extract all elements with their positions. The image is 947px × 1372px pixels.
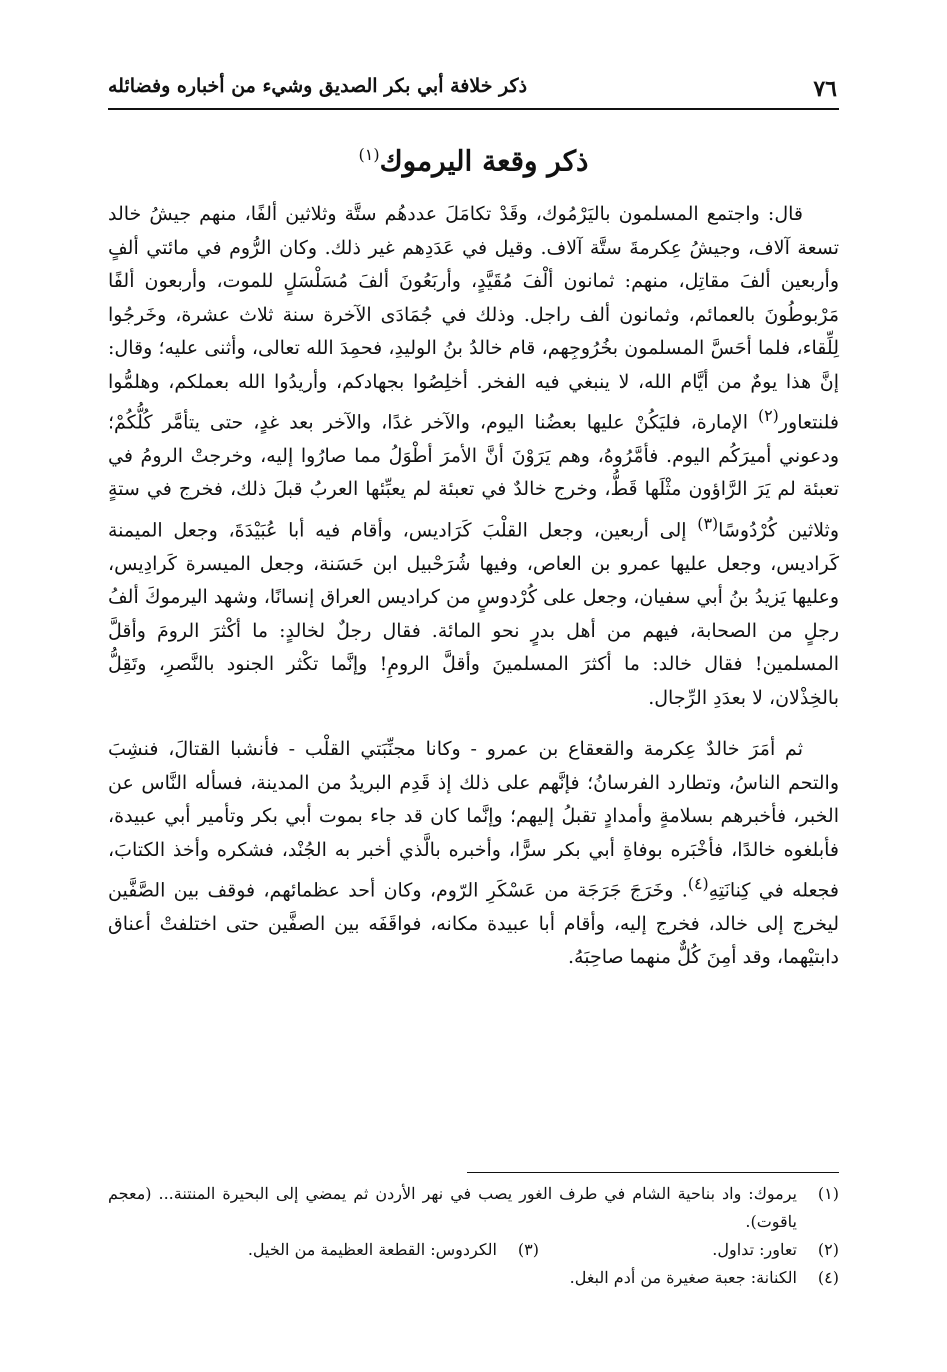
paragraph-1-part-b: الإمارة، فليَكُنْ عليها بعضُنا اليوم، والآخر غدًا، والآخر بعد غدٍ، حتى يتأمَّر كُلُّكُمْ؛ ودعوني أميرَكُم اليوم. فأمَّرُوهُ، وهم يَرَوْنَ أنَّ الأمرَ أطْوَلُ مما صارُوا إليه، وخرجتْ الرومُ في تعبئة لم يَرَ الرَّاؤون مثْلَها قَطُّ، وخرج خالدٌ في تعبئة لم يعبِّئها العربُ قبلَ ذلك، فخرج في ستةٍ وثلاثين كُرْدُوسًا xyxy=(108,411,839,542)
footnote-text: تعاور: تداول. xyxy=(712,1240,797,1259)
footnote-number: (١) xyxy=(817,1184,839,1203)
footnote-row-2-3 xyxy=(108,1236,839,1264)
paragraph-1 xyxy=(108,198,839,715)
paragraph-1-part-c: إلى أربعين، وجعل القلْبَ كَرَاديس، وأقام فيه أبا عُبَيْدَةَ، وجعل الميمنة كَراديس، وجعل عليها عمرو بن العاص، وفيها شُرَحْبيل ابن حَسَنة، وجعل الميسرة كَرادِيس، وعليها يَزيدُ بنُ أبي سفيان، وجعل على كُرْدوسٍ من كراديس العراق إنسانًا، وشهد اليرموكَ ألفُ رجلٍ من الصحابة، فيهم من أهل بدرٍ نحو المائة. فقال رجلٌ لخالدٍ: ما أكْثرَ الرومَ وأقلَّ المسلمين! فقال خالد: ما أكثرَ المسلمينَ وأقلَّ الرومِ! وإنَّما تكْثر الجنود بالنَّصرِ، وتَقِلُّ بالخِذْلان، لا بعدَدِ الرِّجال. xyxy=(108,519,839,709)
chapter-title-text: ذكر وقعة اليرموك xyxy=(379,144,589,178)
footnote-number: (٢) xyxy=(817,1240,839,1259)
footnotes xyxy=(108,1180,839,1292)
chapter-footnote-ref: (١) xyxy=(358,145,380,164)
paragraph-2-part-a: ثم أمَرَ خالدٌ عِكرمة والقعقاع بن عمرو - وكانا مجنِّبَتي القلْب - فأنشبا القتالَ، فنشِبَ والتحم الناسُ، وتطارد الفرسانُ؛ فإنَّهم على ذلك إذ قَدِم البريدُ من المدينة، فسأله النَّاس عن الخبر، فأخبرهم بسلامةٍ وأمدادٍ تقبلُ إليهم؛ وإنَّما كان قد جاء بموت أبي بكر وتأمير أبي عبيدة، فأبلغوه خالدًا، فأخْبَره بوفاةِ أبي بكر سرًّا، وأخبره بالَّذي أخبر به الجُنْد، فشكره وأخذ الكتابَ، فجعله في كِنانَتِهِ xyxy=(108,738,839,902)
header-rule xyxy=(108,108,839,110)
footnote-4 xyxy=(108,1264,839,1292)
footnote-ref-4: (٤) xyxy=(687,874,709,894)
footnote-text: يرموك: واد بناحية الشام في طرف الغور يصب في نهر الأردن ثم يمضي إلى البحيرة المنتنة... (معجم ياقوت). xyxy=(108,1184,797,1231)
footnote-1 xyxy=(108,1180,839,1236)
footnote-2 xyxy=(539,1236,839,1264)
body-text xyxy=(108,198,839,975)
footnote-number: (٣) xyxy=(517,1240,539,1259)
footnote-rule xyxy=(467,1172,839,1173)
footnote-ref-2: (٢) xyxy=(757,406,779,425)
page-number: ٧٦ xyxy=(813,76,837,102)
running-header xyxy=(108,62,837,102)
running-title: ذكر خلافة أبي بكر الصديق وشيء من أخباره وفضائله xyxy=(108,75,528,97)
paragraph-2 xyxy=(108,733,839,975)
footnote-3 xyxy=(248,1236,539,1264)
paragraph-1-part-a: قال: واجتمع المسلمون باليَرْمُوك، وقَدْ تكامَلَ عددهُم ستَّة وثلاثين ألفًا، منهم جيشُ خالد تسعة آلاف، وجيشُ عِكرمةَ ستَّة آلاف. وقيل في عَدَدِهم غير ذلك. وكان الرُّوم في مائتي ألفٍ وأربعين ألفَ مقاتِل، منهم: ثمانون ألْفَ مُقَيَّدٍ، وأربَعُونَ ألفَ مُسَلْسَلٍ للموت، وأربعون ألفًا مَرْبوطُونَ بالعمائم، وثمانون ألف راجل. وذلك في جُمَادَى الآخرة سنة ثلاث عشرة، وخَرجُوا لِلِّقاء، فلما أحَسَّ المسلمون بخُرُوجِهم، قام خالدُ بنُ الوليدِ، فحمِدَ الله تعالى، وأثنى عليه؛ وقال: إنَّ هذا يومٌ من أيَّام الله، لا ينبغي فيه الفخر. أخلِصُوا بجهادكم، وأريدُوا الله بعملكم، وهلمُّوا فلنتعاور xyxy=(108,203,839,434)
footnote-number: (٤) xyxy=(817,1268,839,1287)
footnote-ref-3: (٣) xyxy=(697,513,719,533)
paragraph-2-part-b: . وخَرَجَ جَرَجَة من عَسْكَرِ الرّوم، وكان أحد عظمائهم، فوقف بين الصَّفَّين ليخرج إلى خالد، فخرج إليه، وأقام أبا عبيدة مكانه، فواقَفَه بين الصفَّين حتى اختلفتْ أعناق دابتيْهما، وقد أمِنَ كُلٌّ منهما صاحِبَهُ. xyxy=(108,879,839,969)
footnote-text: الكردوس: القطعة العظيمة من الخيل. xyxy=(247,1240,497,1259)
footnote-text: الكنانة: جعبة صغيرة من أدم البغل. xyxy=(569,1268,797,1287)
chapter-title xyxy=(108,135,839,181)
